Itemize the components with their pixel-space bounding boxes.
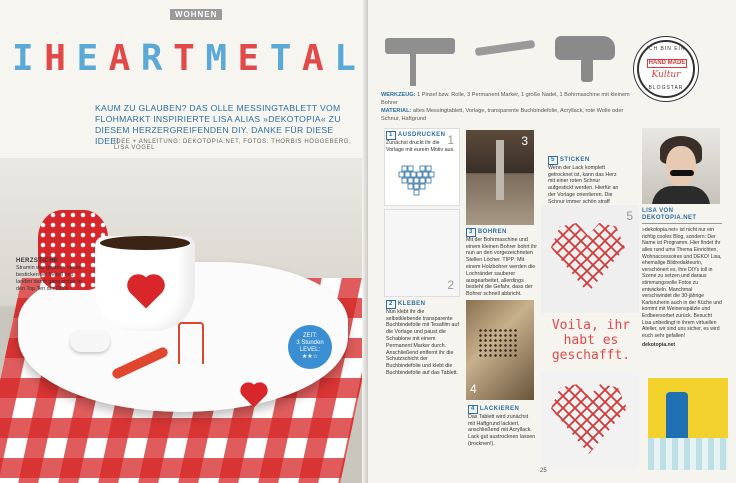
level-stars-icon: ★★☆	[301, 354, 319, 360]
tools-materials-list	[381, 91, 641, 123]
section-tag: WOHNEN	[170, 9, 222, 20]
step-title: STICKEN	[559, 157, 590, 163]
time-value: 3 Stunden	[296, 340, 324, 346]
panel-number: 5	[626, 209, 633, 223]
drill-photo	[466, 130, 534, 225]
step-5	[548, 156, 620, 212]
headline-letter: T	[173, 38, 196, 79]
coffee-surface	[100, 236, 190, 250]
yellow-decor-photo	[648, 378, 728, 470]
step-text: Zunächst druckt ihr die Vorlage mit eurem Motiv aus.	[386, 139, 455, 153]
striped-box	[648, 438, 728, 470]
step-title: BOHREN	[477, 229, 507, 235]
panel-number: 4	[470, 382, 477, 396]
stitching-photo	[541, 205, 639, 313]
drilled-holes	[478, 328, 518, 358]
caption-title: HERZSTICHE	[16, 258, 59, 264]
step-title: AUSDRUCKEN	[397, 132, 446, 138]
badge-script: Kultur	[651, 70, 681, 80]
bio-site: dekotopia.net	[642, 342, 676, 349]
marshmallows	[70, 330, 110, 352]
step-panel-2	[384, 209, 460, 297]
author-portrait	[642, 128, 720, 204]
step-number: 5	[548, 156, 558, 165]
headline-letter: A	[301, 38, 325, 79]
materials-label: MATERIAL:	[381, 108, 412, 114]
mustache-icon	[670, 170, 694, 176]
panel-number: 3	[521, 134, 528, 148]
cross-stitch-heart-icon	[551, 223, 625, 293]
author-bio	[642, 208, 722, 349]
headline-letter: E	[237, 38, 261, 79]
caption-text: Stramin war gestern. Heute besticken wir Metall und landen damit ganz sicher in den Top Ten der DIYs.	[16, 265, 82, 292]
time-level-badge	[288, 325, 332, 369]
tools-label: WERKZEUG:	[381, 92, 416, 98]
bio-name: LISA VON DEKOTOPIA.NET	[642, 208, 722, 224]
portrait-body	[652, 186, 710, 204]
headline-letter: H	[44, 38, 67, 79]
headline	[12, 38, 357, 79]
finished-heart-icon	[551, 384, 627, 454]
step-text: Das Tablett wird zunächst mit Haftgrund lackiert, anschließend mit Acryllack. Lack gut austrocknen lassen (trocknen!).	[468, 413, 536, 447]
badge-mid: HAND MADE	[648, 60, 686, 66]
roller-handle-icon	[410, 54, 416, 86]
drill-handle-icon	[581, 54, 593, 82]
headline-letter: L	[334, 38, 357, 79]
badge-top: ICH BIN EIN	[646, 46, 686, 52]
step-3	[466, 228, 538, 298]
headline-letter: T	[269, 38, 293, 79]
step-2	[386, 300, 460, 377]
badge-bottom: BLOGSTAR	[648, 85, 684, 91]
voila-text: Voila, ihr habt es geschafft.	[551, 318, 631, 363]
panel-number: 2	[447, 278, 454, 292]
time-label: ZEIT:	[302, 333, 317, 339]
drill-bit	[496, 140, 504, 200]
lede-text: KAUM ZU GLAUBEN? DAS OLLE MESSINGTABLETT VOM FLOHMARKT INSPIRIERTE LISA ALIAS »DEKOTOPIA« ZU DIESEM HERZERGREIFENDEN DIY. DANKE FÜR DIESE IDEE!	[95, 103, 341, 146]
drilled-tray-photo	[466, 300, 534, 400]
step-text: Wenn der Lack komplett getrocknet ist, kann das Herz mit einer roten Schnur aufgestickt werden. Hierfür an der Vorlage orientieren. Die Schnur immer schön straff	[548, 164, 619, 205]
paint-roller-icon	[385, 38, 455, 54]
headline-letter: I	[12, 38, 35, 79]
step-number: 2	[386, 300, 396, 309]
panel-number: 1	[447, 133, 454, 147]
step-number: 3	[466, 228, 476, 237]
step-number: 1	[386, 131, 396, 140]
headline-letter: E	[76, 38, 100, 79]
blogstar-badge	[637, 40, 695, 98]
step-title: LACKIEREN	[479, 406, 520, 412]
step-text: Mit der Bohrmaschine und einem kleinen Bohrer bohrt ihr nun an den vorgezeichneten Stellen Löcher. TIPP: Mit einem Holzbohrer werden die Lochränder sauberer ausgearbeitet, allerdings besteht die Gefahr, dass der Bohrer schnell abbricht.	[466, 236, 537, 298]
headline-letter: A	[108, 38, 132, 79]
level-label: LEVEL:	[299, 347, 321, 353]
tools-text: 1 Pinsel bzw. Rolle, 3 Permanent Marker, 1 große Nadel, 1 Bohrmaschine mit kleinem Bohrer	[381, 92, 630, 106]
step-number: 4	[468, 405, 478, 414]
headline-letter: M	[205, 38, 228, 79]
step-text: Nun klebt ihr die selbstklebende transparente Buchbindefolie mit Tesafilm auf die Vorlage und paust die Schablone mit einem Permanent Marker durch. Anschließend entfernt ihr die Schutzschicht der Buchbindefolie und klebt die Buchbindefolie auf das Tablett.	[386, 308, 459, 376]
step-4	[468, 405, 536, 448]
headline-letter: R	[140, 38, 164, 79]
step-title: KLEBEN	[397, 301, 426, 307]
tools-illustration	[385, 28, 615, 88]
materials-text: altes Messingtablett, Vorlage, transparente Buchbindefolie, Acryllack, rote Wolle oder Schnur, Haftgrund	[381, 108, 624, 122]
photo-caption	[16, 258, 86, 293]
page-number: 25	[540, 468, 547, 474]
marker-pens-icon	[475, 40, 536, 56]
grid-heart-icon	[398, 162, 438, 198]
portrait-face	[666, 146, 696, 186]
mini-chair	[178, 322, 204, 364]
finished-heart-photo	[541, 372, 639, 470]
credits-line: IDEE + ANLEITUNG: DEKOTOPIA.NET, FOTOS: THORBIS HÖGGEBERG, LISA VOGEL	[114, 139, 352, 151]
step-1	[386, 131, 456, 153]
bio-text: »dekotopia.net« ist nicht nur ein richtig cooles Blog, sondern: Der Name ist Programm. Hier findet ihr alles rund ums Thema Einrichten, Wohnaccessoires und DEKO! Lisa, ehemalige Bildredakteurin, verschönert es, ihre DIYs toll in Szene zu setzen und daraus stimmungsvolle Fotos zu entwickeln. Manchmal verschwindet die 30-jährige Karlsruherin auch in der Küche und kommt mit Weinenspätzle und Erdbeersorbet zurück. Besucht Lisa unbedingt in ihrem virtuellen Atelier, wir sind uns sicher, es wird euch sehr gefallen!	[642, 227, 722, 339]
